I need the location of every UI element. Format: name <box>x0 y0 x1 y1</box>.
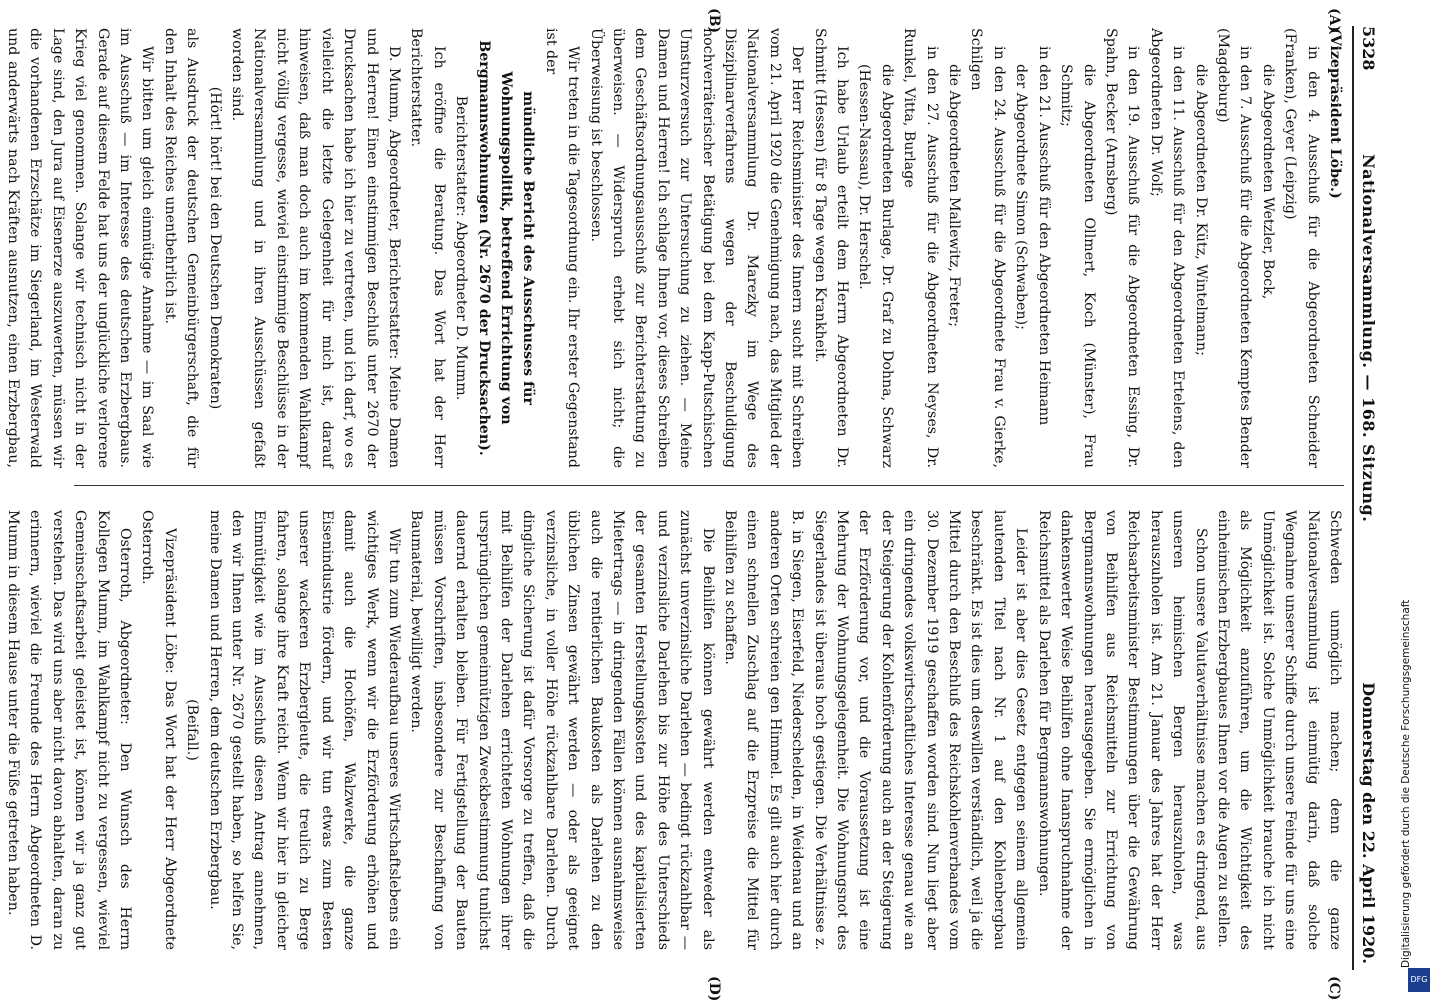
paragraph: die Abgeordneten Burlage, Dr. Graf zu Dohna, Schwarz (Hessen-Nassau), Dr. Herschel. <box>856 64 895 468</box>
paragraph: die Abgeordneten Ollmert, Koch (Münster), Frau Schmitz; <box>1058 64 1097 468</box>
paragraph: Wir bitten um gleich einmütige Annahme — im Saal wie im Ausschuß — im Interesse des deutschen Erzbergbaus. Gerade auf diesem Felde hat uns der unglückliche verlorene Krieg viel genommen. Solange wir technisch nicht in der Lage sind, den Jura auf Eisenerze auszuwerten, müssen wir die vorhandenen Erzschätze im Siegerland, im Westerwald und anderwärts nach Kräften ausnutzen, einen Erzbergbau, <box>5 28 156 468</box>
interjection: (Beifall.) <box>184 699 201 761</box>
margin-marker-c: (C) <box>1326 976 1342 1001</box>
paragraph: Leider ist aber dies Gesetz entgegen seinem allgemein lautenden Titel nach Nr. 1 auf den Kohlenbergbau beschränkt. Es ist dies um deswillen verständlich, weil ja die Mittel durch den Beschluß des Reichskohlenverbandes vom 30. Dezember 1919 geschaffen worden sind. Nun liegt aber ein dringendes volkswirtschaftliches Interesse genau wie an der Steigerung der Kohlenförderung auch an der Steigerung der Erzförderung vor, und die Voraussetzung ist eine Mehrung der Wohnungsgelegenheit. Die Wohnungsnot des Siegerlandes ist überaus hoch gestiegen. Die Verhältnisse z. B. in Siegen, Eiserfeld, Niederschelden, in Weidenau und an anderen Orten schreien gen Himmel. Es gilt auch hier durch einen schnellen Zuschlag auf die Erzpreise die Mittel für Beihilfen zu schaffen. <box>722 510 1030 950</box>
paragraph: als Ausdruck der deutschen Gemeinbürgerschaft, die für den Inhalt des Reiches unentbehrlich ist. <box>161 28 201 468</box>
margin-marker-a: (A) <box>1326 8 1342 33</box>
paragraph: Ich eröffne die Beratung. Das Wort hat der Herr Berichterstatter. <box>408 28 447 468</box>
paragraph: Schweden unmöglich machen; denn die ganze Nationalversammlung ist einmütig darin, daß solche Wegnahme unserer Schiffe durch unsere Feinde für uns eine Unmöglichkeit ist. Solche Unmöglichkeit brauche ich nicht als Möglichkeit anzuführen, um die Wichtigkeit des einheimischen Erzbergbaues Ihnen vor die Augen zu stellen. <box>1214 510 1343 950</box>
paragraph: Berichterstatter: Abgeordneter D. Mumm. <box>453 95 470 401</box>
paragraph: die Abgeordneten Wetzler, Bock, <box>1259 64 1276 300</box>
digitization-credit <box>1400 8 1414 988</box>
paragraph: die Abgeordneten Mallewitz, Freter; <box>946 64 963 328</box>
paragraph: der Abgeordnete Simon (Schwaben); <box>1013 64 1030 330</box>
page-number: 5328 <box>1359 26 1378 71</box>
paragraph: die Abgeordneten Dr. Kütz, Wintelmann; <box>1192 64 1209 356</box>
paragraph: Schon unsere Valutaverhältnisse machen es dringend, aus unseren heimischen Bergen herauszuholen, was herauszuholen ist. Am 21. Januar des Jahres hat der Herr Reichsarbeitsminister Bestimmungen über die Gewährung von Beihilfen aus Reichsmitteln zur Errichtung von Bergmannswohnungen herausgegeben. Sie ermöglichen in dankenswerter Weise Beihilfen ohne Inanspruchnahme der Reichsmittel als Darlehen für Bergmannswohnungen. <box>1035 510 1209 950</box>
running-title: Nationalversammlung. — 168. Sitzung. <box>1359 154 1378 523</box>
agenda-item-title: mündliche Bericht des Ausschusses für Wohnungspolitik, betreffend Errichtung von Bergmannswohnungen (Nr. 2670 der Drucksachen). <box>475 40 537 456</box>
credit-text: Digitalisierung gefördert durch die Deutsche Forschungsgemeinschaft <box>1400 599 1412 968</box>
page-header <box>1354 26 1382 970</box>
header-rule <box>1352 26 1354 970</box>
paragraph: Die Beihilfen können gewährt werden entweder als zunächst unverzinsliche Darlehen — bedingt rückzahlbar — und verzinsliche Darlehen bis zur Höhe des Unterschieds der gesamten Herstellungskosten und des kapitalisierten Mietertrags — in dringenden Fällen können ausnahmsweise auch die rentierlichen Baukosten als Darlehen zu den üblichen Zinsen gewährt werden — oder als geeignet verzinsliche, in voller Höhe rückzahlbare Darlehen. Durch dingliche Sicherung ist dafür Vorsorge zu treffen, daß die mit Beihilfen der Darlehen errichteten Wohnungen ihrer ursprünglichen gemeinnützigen Zweckbestimmung tunlichst dauernd erhalten bleiben. Für Fertigstellung der Bauten müssen Vorschriften, insbesondere zur Beschaffung von Baumaterial, bewilligt werden. <box>408 510 716 950</box>
paragraph: D. Mumm, Abgeordneter, Berichterstatter: Meine Damen und Herren! Einen einstimmigen Beschluß unter 2670 der Drucksachen habe ich hier zu vertreten, und ich darf, wo es vielleicht die letzte Gelegenheit für mich ist, darauf hinweisen, daß man doch auch im kommenden Wahlkampf nicht völlig vergesse, wieviel einstimmige Beschlüsse in der Nationalversammlung und in ihren Ausschüssen gefaßt worden sind. <box>229 28 402 468</box>
margin-marker-b: (B) <box>706 8 722 34</box>
paragraph: in den 24. Ausschuß für die Abgeordnete Frau v. Gierke, Schilgen <box>968 28 1007 468</box>
column-divider <box>74 485 1344 486</box>
paragraph: in den 21. Ausschuß für den Abgeordneten Heimann <box>1035 46 1052 426</box>
paragraph: Vizepräsident Löbe: Das Wort hat der Herr Abgeordnete Osterroth. <box>139 510 178 950</box>
running-date: Donnerstag den 22. April 1920. <box>1359 682 1378 964</box>
paragraph: in den 19. Ausschuß für die Abgeordneten Essing, Dr. Spahn, Becker (Arnsberg) <box>1102 28 1142 468</box>
paragraph: in den 4. Ausschuß für die Abgeordneten Schneider (Franken), Geyer (Leipzig) <box>1282 28 1321 468</box>
dfg-logo: DFG <box>1408 968 1430 992</box>
paragraph: in den 7. Ausschuß für die Abgeordneten Kemptes Bender (Magdeburg) <box>1214 28 1254 468</box>
interjection: (Hört! hört! bei den Deutschen Demokraten) <box>206 86 223 410</box>
paragraph: in den 27. Ausschuß für die Abgeordneten Neyses, Dr. Runkel, Vitta, Burlage <box>901 28 940 468</box>
paragraph <box>0 510 2 950</box>
margin-marker-d: (D) <box>706 976 722 1001</box>
paragraph: in den 11. Ausschuß für den Abgeordneten Ertelens, den Abgeordneten Dr. Wolf; <box>1147 28 1187 468</box>
paragraph: Wir treten in die Tagesordnung ein. Ihr erster Gegenstand ist der <box>542 28 582 468</box>
right-column <box>5 510 1346 950</box>
paragraph: Ich habe Urlaub erteilt dem Herrn Abgeordneten Dr. Schmitt (Hessen) für 8 Tage wegen Krankheit. <box>811 28 851 468</box>
paragraph: Der Herr Reichsminister des Innern sucht mit Schreiben vom 21. April 1920 die Genehmigung nach, das Mitglied der Nationalversammlung Dr. Marezky im Wege des Disziplinarverfahrens wegen der Beschuldigung hochverräterischer Betätigung bei dem Kapp-Putschischen Umsturzversuch zur Untersuchung zu ziehen. — Meine Damen und Herren! Ich schlage Ihnen vor, dieses Schreiben dem Geschäftsordnungsausschuß zur Berichterstattung zu überweisen. — Widerspruch erhebt sich nicht; die Überweisung ist beschlossen. <box>587 28 806 468</box>
paragraph: Osterroth, Abgeordneter: Den Wunsch des Herrn Kollegen Mumm, im Wahlkampf nicht zu vergessen, wieviel Gemeinschaftsarbeit geleistet ist, können wir ja ganz gut verstehen. Das wird uns aber nicht davon abhalten, daran zu erinnern, wieviel die Freunde des Herrn Abgeordneten D. Mumm in diesem Hause unter die Füße getreten haben. <box>5 510 134 950</box>
paragraph: Wir tun zum Wiederaufbau unseres Wirtschaftslebens ein wichtiges Werk, wenn wir die Erzförderung erhöhen und damit auch die Hochöfen, Walzwerke, die ganze Eisenindustrie fördern, und wir tun etwas zum Besten unserer wackeren Erzbergleute, die treulich zu Berge fahren, solange ihre Kraft reicht. Wenn wir hier in gleicher Einmütigkeit wie im Ausschuß diesen Antrag annehmen, den wir Ihnen unter Nr. 2670 gestellt haben, so helfen Sie, meine Damen und Herren, dem deutschen Erzbergbau. <box>206 510 402 950</box>
paragraph: (Vizepräsident Löbe.) <box>1327 28 1343 199</box>
left-column <box>5 28 1346 468</box>
